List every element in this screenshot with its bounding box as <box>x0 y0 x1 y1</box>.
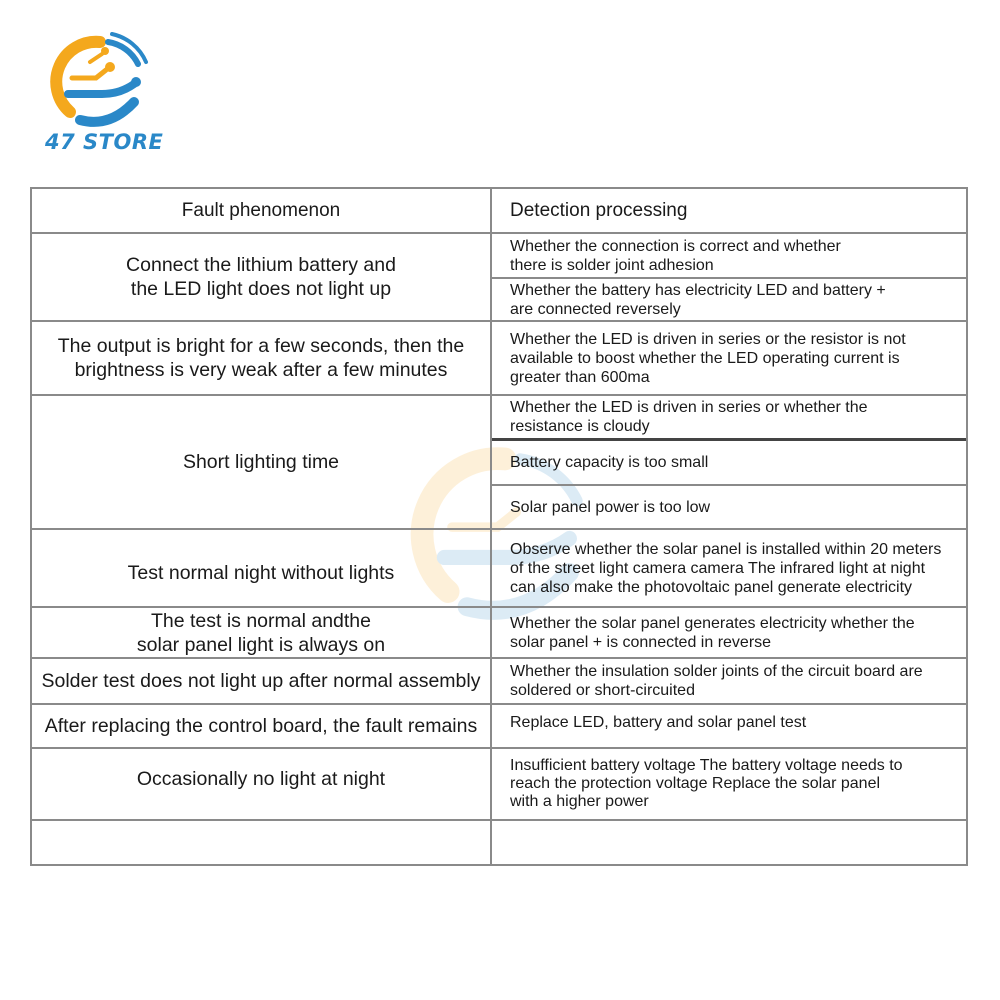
table-header-row <box>32 189 966 234</box>
processing-cell: Whether the solar panel generates electricity whether the solar panel + is connected in reverse <box>510 614 915 651</box>
processing-cell: Replace LED, battery and solar panel test <box>510 714 807 731</box>
fault-cell: The output is bright for a few seconds, then the brightness is very weak after a few minutes <box>32 322 492 394</box>
table-row <box>32 234 966 322</box>
header-fault-phenomenon: Fault phenomenon <box>32 189 492 232</box>
table-row <box>32 705 966 749</box>
table-row <box>32 322 966 396</box>
processing-cell: Insufficient battery voltage The battery voltage needs to reach the protection voltage Replace the solar panel with a higher power <box>510 757 903 810</box>
table-row <box>32 659 966 705</box>
fault-cell: Connect the lithium battery and the LED light does not light up <box>32 234 492 320</box>
processing-cell: Whether the LED is driven in series or the resistor is not available to boost whether the LED operating current is greater than 600ma <box>510 330 906 386</box>
header-detection-processing: Detection processing <box>510 200 688 221</box>
processing-cell: Observe whether the solar panel is installed within 20 meters of the street light camera camera The infrared light at night can also make the photovoltaic panel generate electricity <box>510 540 942 596</box>
fault-cell: Solder test does not light up after normal assembly <box>32 659 492 703</box>
circuit-g-logo-icon <box>50 32 150 127</box>
fault-cell: Test normal night without lights <box>32 530 492 606</box>
fault-table <box>30 187 968 866</box>
brand-name: 47 STORE <box>45 130 164 154</box>
fault-cell: After replacing the control board, the fault remains <box>32 705 492 747</box>
table-row <box>32 530 966 608</box>
fault-cell <box>32 821 492 864</box>
processing-cell: Battery capacity is too small <box>492 441 966 486</box>
table-row <box>32 396 966 530</box>
table-row <box>32 608 966 659</box>
processing-cell: Whether the LED is driven in series or whether the resistance is cloudy <box>492 396 966 441</box>
fault-cell: Occasionally no light at night <box>32 749 492 819</box>
fault-cell: Short lighting time <box>32 396 492 528</box>
processing-cell: Whether the insulation solder joints of the circuit board are soldered or short-circuited <box>510 663 923 699</box>
fault-cell: The test is normal andthe solar panel light is always on <box>32 608 492 657</box>
processing-cell <box>492 821 966 864</box>
store-logo <box>40 32 164 162</box>
processing-cell: Solar panel power is too low <box>510 498 711 516</box>
processing-cell: Whether the connection is correct and whether there is solder joint adhesion <box>492 234 966 279</box>
table-row <box>32 821 966 864</box>
table-row <box>32 749 966 821</box>
processing-cell: Whether the battery has electricity LED and battery + are connected reversely <box>510 281 886 318</box>
